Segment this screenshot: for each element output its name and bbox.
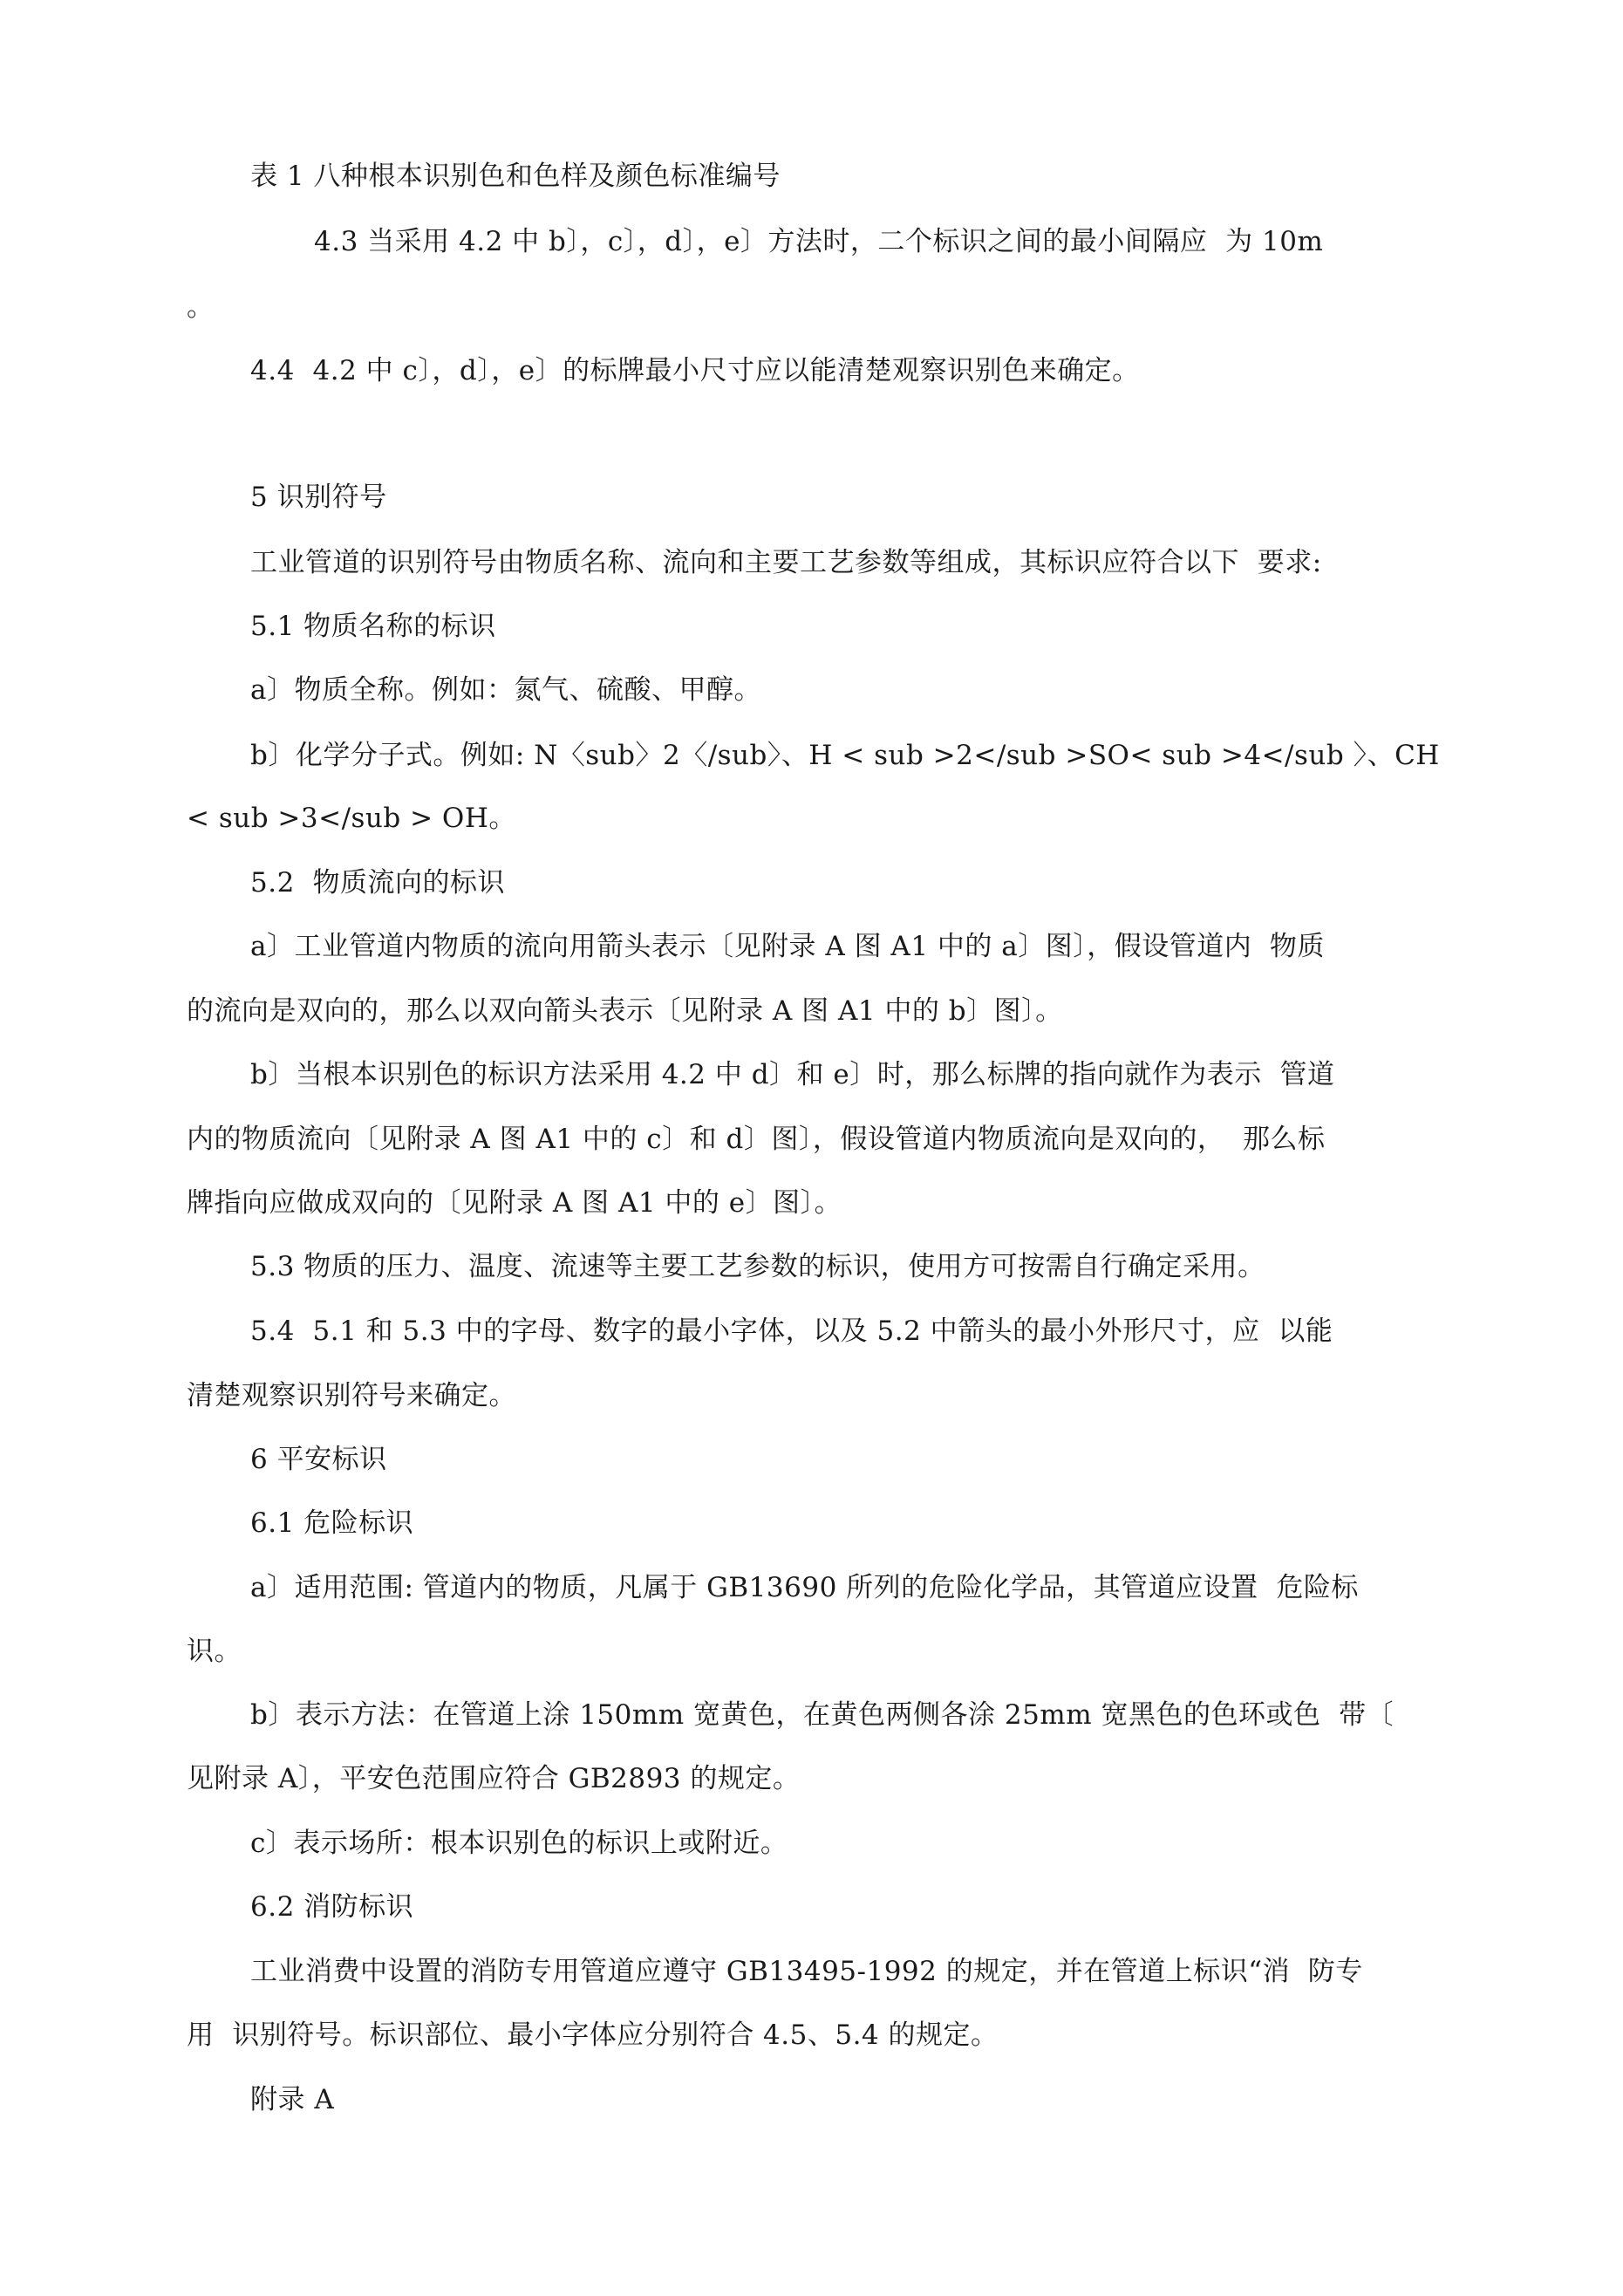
paragraph-line: b〕当根本识别色的标识方法采用 4.2 中 d〕和 e〕时，那么标牌的指向就作为表示 管道: [250, 1059, 1335, 1090]
paragraph-line: 4.3 当采用 4.2 中 b〕，c〕，d〕，e〕方法时，二个标识之间的最小间隔应 为 10m: [314, 226, 1324, 257]
paragraph-line: a〕适用范围: 管道内的物质，凡属于 GB13690 所列的危险化学品，其管道应设置 危险标: [250, 1572, 1359, 1603]
paragraph-line: 的流向是双向的，那么以双向箭头表示〔见附录 A 图 A1 中的 b〕图〕。: [187, 995, 1063, 1027]
paragraph-line: 工业管道的识别符号由物质名称、流向和主要工艺参数等组成，其标识应符合以下 要求:: [250, 547, 1322, 578]
paragraph-line: 。: [187, 291, 215, 323]
paragraph-line: 识。: [187, 1636, 242, 1667]
subsection-heading: 6.2 消防标识: [250, 1891, 414, 1923]
paragraph-line: c〕表示场所：根本识别色的标识上或附近。: [250, 1828, 788, 1859]
paragraph-line: b〕表示方法：在管道上涂 150mm 宽黄色，在黄色两侧各涂 25mm 宽黑色的色环或色 带〔: [250, 1699, 1395, 1731]
paragraph-line: 工业消费中设置的消防专用管道应遵守 GB13495-1992 的规定，并在管道上标识“消 防专: [250, 1956, 1363, 1987]
paragraph-line: 见附录 A〕，平安色范围应符合 GB2893 的规定。: [187, 1763, 801, 1794]
section-heading: 5 识别符号: [250, 482, 387, 513]
paragraph-line: 4.4 4.2 中 c〕，d〕，e〕的标牌最小尺寸应以能清楚观察识别色来确定。: [250, 355, 1140, 386]
paragraph-line: 清楚观察识别符号来确定。: [187, 1380, 516, 1411]
paragraph-line: 5.3 物质的压力、温度、流速等主要工艺参数的标识，使用方可按需自行确定采用。: [250, 1251, 1265, 1282]
paragraph-line: b〕化学分子式。例如: N〈sub〉2〈/sub〉、H < sub >2</sub >SO< sub >4</sub 〉、CH: [250, 740, 1440, 771]
paragraph-line: 内的物质流向〔见附录 A 图 A1 中的 c〕和 d〕图〕，假设管道内物质流向是双向的， 那么标: [187, 1124, 1326, 1155]
paragraph-line: 5.4 5.1 和 5.3 中的字母、数字的最小字体，以及 5.2 中箭头的最小外形尺寸，应 以能: [250, 1315, 1333, 1347]
paragraph-line: < sub >3</sub > OH。: [187, 803, 516, 834]
paragraph-line: a〕工业管道内物质的流向用箭头表示〔见附录 A 图 A1 中的 a〕图〕，假设管道内 物质: [250, 931, 1325, 962]
table-caption: 表 1 八种根本识别色和色样及颜色标准编号: [250, 161, 781, 192]
subsection-heading: 5.2 物质流向的标识: [250, 867, 506, 899]
paragraph-line: a〕物质全称。例如：氮气、硫酸、甲醇。: [250, 674, 761, 706]
subsection-heading: 6.1 危险标识: [250, 1507, 414, 1539]
paragraph-line: 用 识别符号。标识部位、最小字体应分别符合 4.5、5.4 的规定。: [187, 2019, 999, 2051]
subsection-heading: 5.1 物质名称的标识: [250, 611, 496, 642]
appendix-heading: 附录 A: [250, 2084, 335, 2115]
paragraph-line: 牌指向应做成双向的〔见附录 A 图 A1 中的 e〕图〕。: [187, 1187, 842, 1219]
section-heading: 6 平安标识: [250, 1444, 387, 1475]
